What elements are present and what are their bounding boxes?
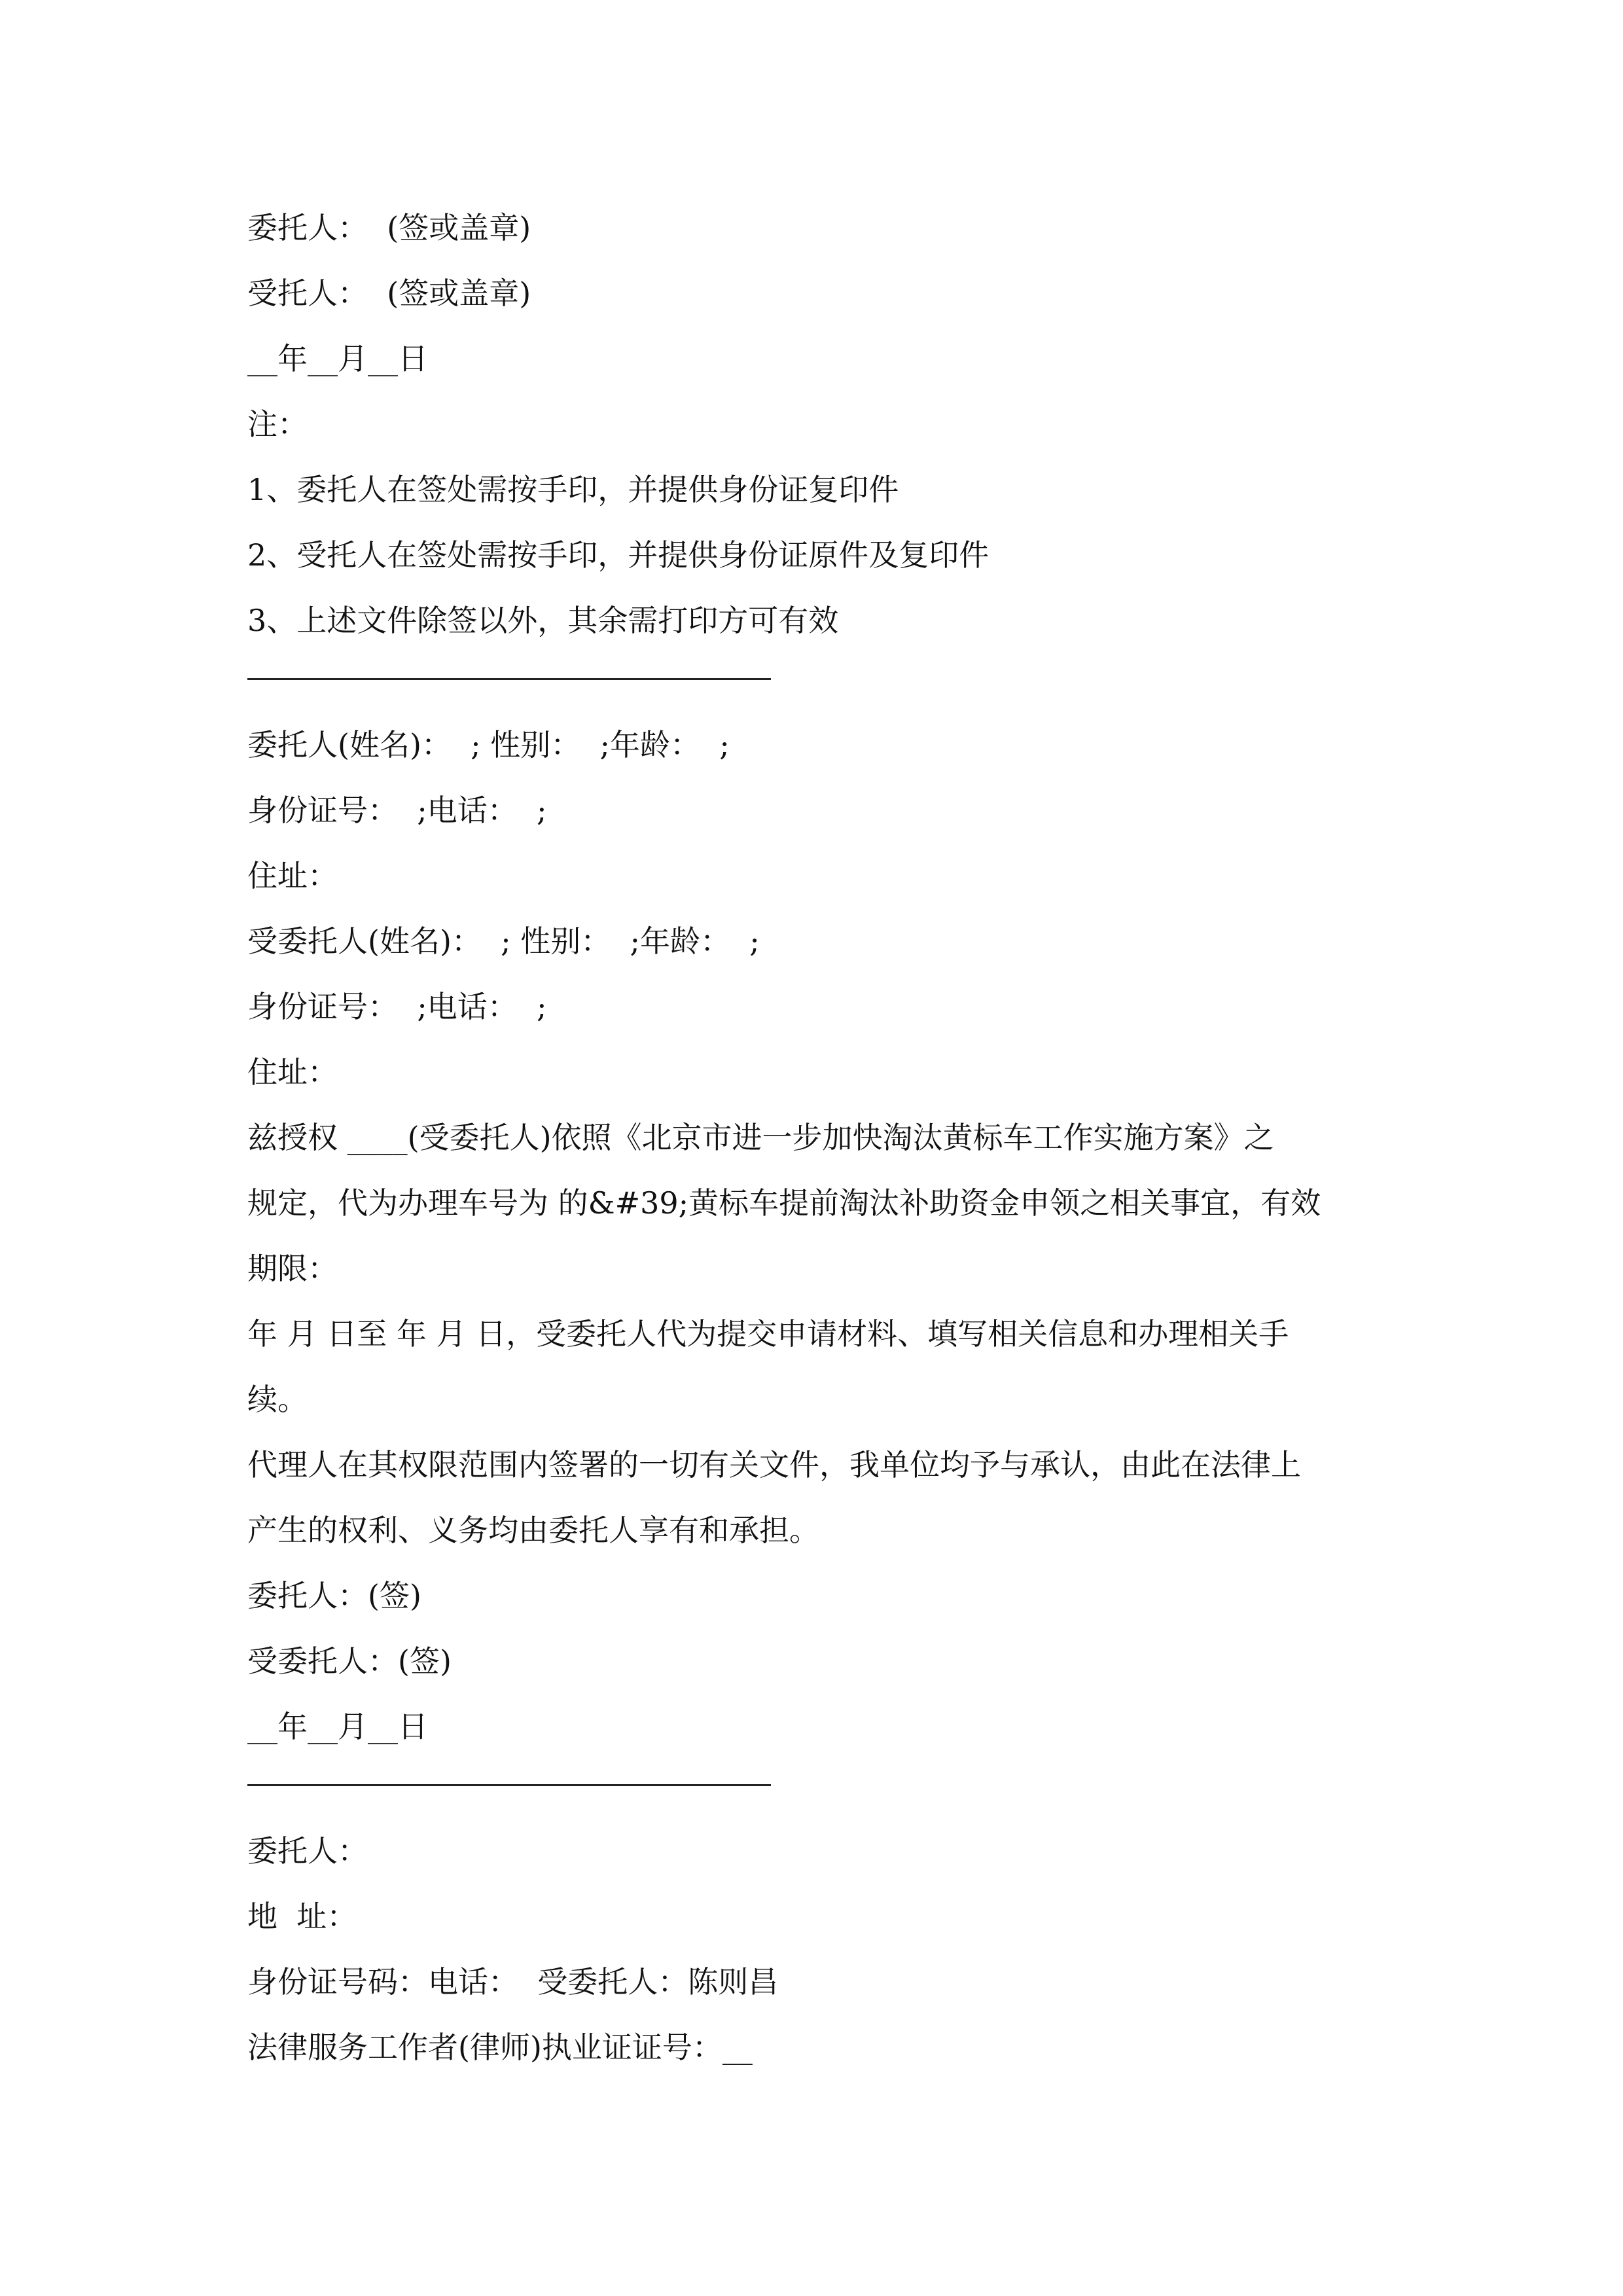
agent-info-line: 受委托人(姓名)： ; 性别： ;年龄： ; bbox=[247, 924, 760, 959]
note-item: 2、受托人在签处需按手印，并提供身份证原件及复印件 bbox=[247, 537, 990, 573]
liability-paragraph-line: 产生的权利、义务均由委托人享有和承担。 bbox=[247, 1513, 819, 1548]
date-line: __年__月__日 bbox=[247, 341, 428, 376]
agent-address-line: 住址： bbox=[247, 1054, 338, 1090]
authorization-paragraph-line: 兹授权 ____(受委托人)依照《北京市进一步加快淘汰黄标车工作实施方案》之 bbox=[247, 1120, 1274, 1155]
liability-paragraph-line: 代理人在其权限范围内签署的一切有关文件，我单位均予与承认，由此在法律上 bbox=[247, 1447, 1301, 1482]
date-line: __年__月__日 bbox=[247, 1709, 428, 1744]
section-divider bbox=[247, 1784, 771, 1786]
principal-info-line: 委托人(姓名)： ; 性别： ;年龄： ; bbox=[247, 727, 730, 762]
license-number-line: 法律服务工作者(律师)执业证证号：__ bbox=[247, 2030, 753, 2065]
agent-sign-line: 受托人： (签或盖章) bbox=[247, 276, 531, 311]
authorization-paragraph-line: 期限： bbox=[247, 1251, 338, 1286]
agent-id-line: 身份证号： ;电话： ; bbox=[247, 989, 547, 1024]
section-divider bbox=[247, 678, 771, 680]
note-item: 1、委托人在签处需按手印，并提供身份证复印件 bbox=[247, 472, 899, 507]
principal-address-line: 住址： bbox=[247, 858, 338, 893]
address-line: 地 址： bbox=[247, 1899, 357, 1934]
principal-id-line: 身份证号： ;电话： ; bbox=[247, 793, 547, 828]
principal-sign-line: 委托人： (签或盖章) bbox=[247, 210, 531, 245]
principal-signature-line: 委托人：(签) bbox=[247, 1578, 421, 1613]
note-title: 注： bbox=[247, 406, 308, 442]
validity-paragraph-line: 续。 bbox=[247, 1382, 308, 1417]
principal-line: 委托人： bbox=[247, 1833, 368, 1869]
note-item: 3、上述文件除签以外，其余需打印方可有效 bbox=[247, 603, 839, 638]
id-phone-agent-line: 身份证号码：电话： 受委托人：陈则昌 bbox=[247, 1964, 779, 2000]
authorization-paragraph-line: 规定，代为办理车号为 的&#39;黄标车提前淘汰补助资金申领之相关事宜，有效 bbox=[247, 1185, 1321, 1221]
agent-signature-line: 受委托人：(签) bbox=[247, 1643, 452, 1679]
validity-paragraph-line: 年 月 日至 年 月 日，受委托人代为提交申请材料、填写相关信息和办理相关手 bbox=[247, 1316, 1289, 1352]
